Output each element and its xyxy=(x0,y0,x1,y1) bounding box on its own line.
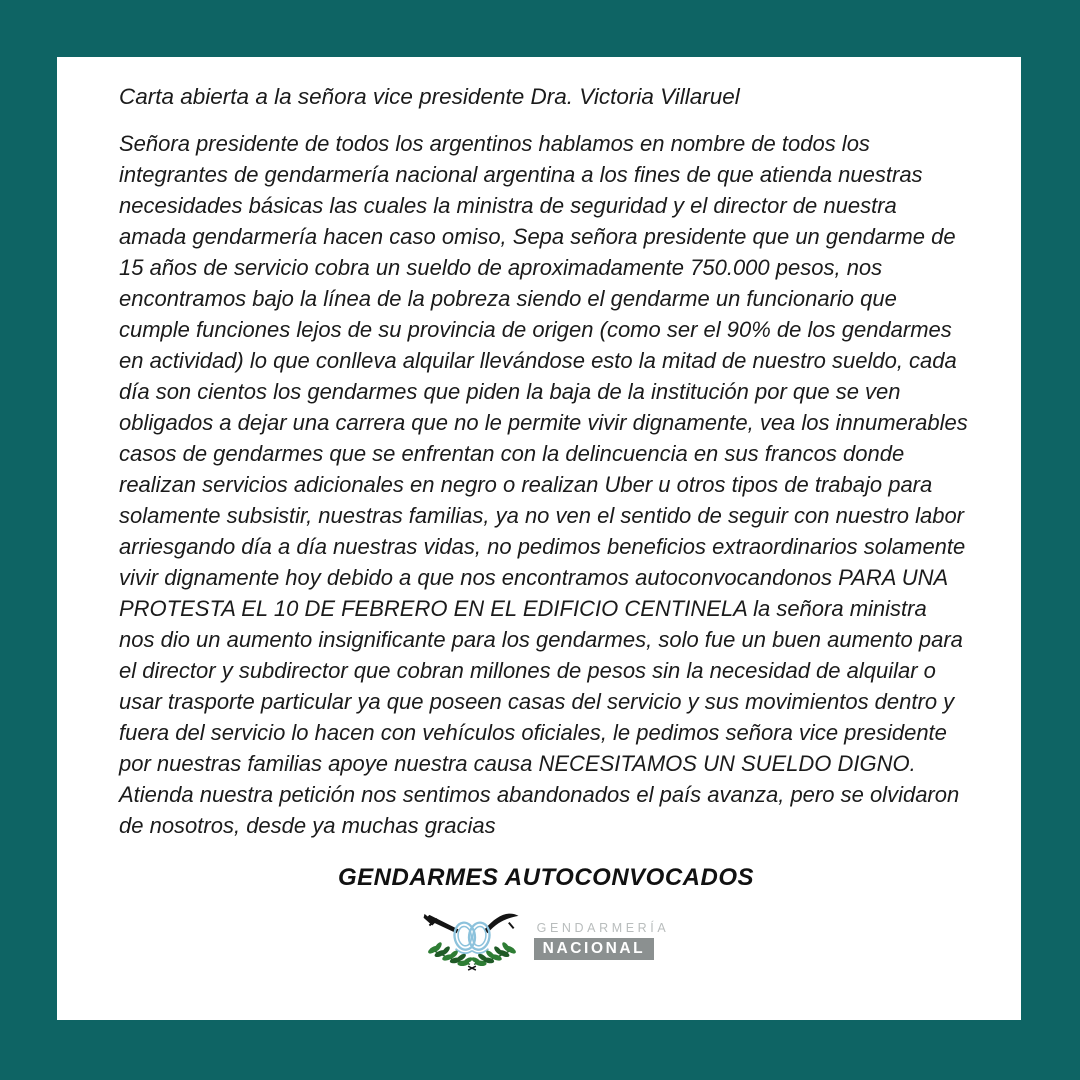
letter-body-line: fuera del servicio lo hacen con vehículos oficiales, le pedimos señora vice presidente xyxy=(119,720,947,745)
letter-body-line: PROTESTA EL 10 DE FEBRERO EN EL EDIFICIO CENTINELA la señora ministra xyxy=(119,596,927,621)
logo-gendarmeria-label: GENDARMERÍA xyxy=(536,921,670,935)
monogram-icon xyxy=(452,921,490,953)
letter-body-line: Atienda nuestra petición nos sentimos abandonados el país avanza, pero se olvidaron xyxy=(119,782,960,807)
letter-body-line: arriesgando día a día nuestras vidas, no pedimos beneficios extraordinarios solamente xyxy=(119,534,966,559)
letter-body-line: día son cientos los gendarmes que piden la baja de la institución por que se ven xyxy=(119,379,901,404)
letter-body-line: usar trasporte particular ya que poseen casas del servicio y sus movimientos dentro y xyxy=(119,689,955,714)
letter-body-line: integrantes de gendarmería nacional argentina a los fines de que atienda nuestras xyxy=(119,162,923,187)
letter-body-line: casos de gendarmes que se enfrentan con la delincuencia en sus francos donde xyxy=(119,441,905,466)
letter-body-line: necesidades básicas las cuales la ministra de seguridad y el director de nuestra xyxy=(119,193,897,218)
letter-body-line: amada gendarmería hacen caso omiso, Sepa señora presidente que un gendarme de xyxy=(119,224,956,249)
letter-body-line: cumple funciones lejos de su provincia de origen (como ser el 90% de los gendarmes xyxy=(119,317,952,342)
letter-title: Carta abierta a la señora vice presidente Dra. Victoria Villaruel xyxy=(119,84,740,109)
logo-nacional-badge: NACIONAL xyxy=(534,938,655,960)
gendarmeria-emblem-icon xyxy=(423,910,521,972)
letter-body-line: solamente subsistir, nuestras familias, ya no ven el sentido de seguir con nuestro labor xyxy=(119,503,965,528)
letter-body-line: 15 años de servicio cobra un sueldo de aproximadamente 750.000 pesos, nos xyxy=(119,255,883,280)
letter-body-line: vivir dignamente hoy debido a que nos encontramos autoconvocandonos PARA UNA xyxy=(119,565,949,590)
letter-body-line: de nosotros, desde ya muchas gracias xyxy=(119,813,496,838)
letter-body-line: encontramos bajo la línea de la pobreza siendo el gendarme un funcionario que xyxy=(119,286,897,311)
letter-body-line: por nuestras familias apoye nuestra causa NECESITAMOS UN SUELDO DIGNO. xyxy=(119,751,916,776)
letter-body-line: Señora presidente de todos los argentinos hablamos en nombre de todos los xyxy=(119,131,870,156)
letter-signature: GENDARMES AUTOCONVOCADOS xyxy=(337,864,755,891)
saber-left-icon xyxy=(423,914,458,933)
letter-body-line: en actividad) lo que conlleva alquilar llevándose esto la mitad de nuestro sueldo, cada xyxy=(119,348,957,373)
letter-body-line: nos dio un aumento insignificante para los gendarmes, solo fue un buen aumento para xyxy=(119,627,963,652)
letter-body-line: el director y subdirector que cobran millones de pesos sin la necesidad de alquilar o xyxy=(119,658,936,683)
letter-body-line: realizan servicios adicionales en negro o realizan Uber u otros tipos de trabajo para xyxy=(119,472,933,497)
gendarmeria-nacional-logo xyxy=(119,910,973,972)
letter-card xyxy=(57,57,1021,1020)
letter-body-line: obligados a dejar una carrera que no le permite vivir dignamente, vea los innumerables xyxy=(119,410,968,435)
logo-text-block xyxy=(534,922,670,960)
letter-body xyxy=(119,128,973,841)
